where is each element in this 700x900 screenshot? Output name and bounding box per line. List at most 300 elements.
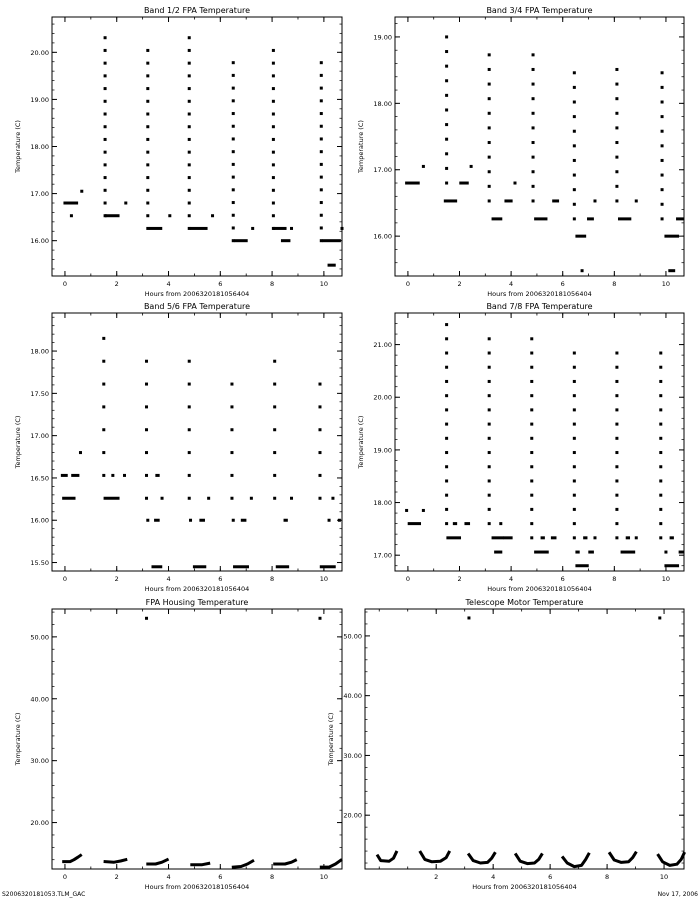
data-point (232, 74, 235, 77)
data-point (145, 617, 148, 620)
data-point (530, 479, 533, 482)
data-curve (378, 852, 397, 861)
data-point (615, 141, 618, 144)
data-point (232, 239, 235, 242)
data-point (318, 474, 321, 477)
data-point (445, 79, 448, 82)
data-point (102, 360, 105, 363)
data-point (615, 68, 618, 71)
data-point-run (328, 264, 336, 267)
y-tick-label: 16.50 (30, 474, 49, 483)
data-point-run (71, 474, 79, 477)
y-tick-label: 50.00 (343, 632, 362, 641)
data-point (530, 423, 533, 426)
data-point (102, 383, 105, 386)
y-tick-label: 16.00 (30, 516, 49, 525)
data-point (272, 87, 275, 90)
data-point (445, 167, 448, 170)
data-point (532, 97, 535, 100)
x-tick-label: 10 (659, 873, 669, 881)
data-point (188, 113, 191, 116)
data-point-run (290, 497, 293, 500)
x-tick-label: 4 (509, 280, 514, 288)
data-point (232, 150, 235, 153)
x-tick-label: 8 (270, 873, 275, 881)
data-point-run (664, 551, 667, 554)
data-point (532, 126, 535, 129)
data-point (615, 170, 618, 173)
data-point (146, 74, 149, 77)
data-point-run (422, 509, 425, 512)
x-tick-label: 10 (661, 280, 671, 288)
x-tick-label: 4 (166, 873, 171, 881)
data-point (146, 176, 149, 179)
data-point (272, 151, 275, 154)
chart-title: FPA Housing Temperature (145, 598, 249, 607)
data-point-run (534, 217, 547, 220)
data-point-run (504, 199, 512, 202)
data-curve (563, 854, 589, 867)
data-point-run (664, 564, 679, 567)
data-point (230, 497, 233, 500)
data-point (318, 405, 321, 408)
data-point (445, 337, 448, 340)
data-point (104, 113, 107, 116)
data-point (488, 451, 491, 454)
data-curve (105, 860, 126, 863)
data-point (320, 239, 323, 242)
data-point (661, 203, 664, 206)
data-point-run (587, 217, 594, 220)
data-point (273, 383, 276, 386)
data-point (530, 494, 533, 497)
data-point (445, 380, 448, 383)
data-point (104, 163, 107, 166)
data-curve (658, 854, 684, 866)
data-point-run (250, 497, 253, 500)
data-point (661, 101, 664, 104)
chart-title: Telescope Motor Temperature (465, 598, 584, 607)
chart-title: Band 5/6 FPA Temperature (143, 302, 251, 311)
data-point (615, 97, 618, 100)
data-point (146, 189, 149, 192)
y-tick-label: 17.00 (373, 551, 392, 560)
x-tick-label: 4 (166, 575, 171, 583)
x-tick-label: 10 (319, 873, 329, 881)
data-point (445, 408, 448, 411)
data-point (530, 352, 533, 355)
data-point (445, 394, 448, 397)
data-curve (516, 855, 542, 864)
data-point (573, 159, 576, 162)
data-point (488, 394, 491, 397)
y-tick-label: 19.00 (373, 33, 392, 42)
data-series (63, 36, 343, 266)
data-point (488, 465, 491, 468)
y-tick-label: 30.00 (343, 751, 362, 760)
y-tick-label: 18.00 (30, 347, 49, 356)
data-curve (233, 861, 252, 867)
data-point (661, 130, 664, 133)
data-point (272, 163, 275, 166)
data-point (272, 125, 275, 128)
data-point (573, 394, 576, 397)
x-axis-label: Hours from 2006320181056404 (144, 290, 250, 298)
data-point (573, 130, 576, 133)
data-point (532, 185, 535, 188)
data-point (320, 176, 323, 179)
data-point (320, 137, 323, 140)
data-point (445, 465, 448, 468)
data-point (661, 217, 664, 220)
data-point (272, 49, 275, 52)
data-point (532, 68, 535, 71)
data-point (188, 214, 191, 217)
x-tick-label: 8 (605, 873, 610, 881)
data-point (320, 125, 323, 128)
data-point (318, 428, 321, 431)
data-point-run (104, 497, 120, 500)
x-tick-label: 8 (612, 575, 617, 583)
data-point (445, 123, 448, 126)
data-point-run (124, 202, 127, 205)
data-point (273, 428, 276, 431)
data-point (659, 479, 662, 482)
x-tick-label: 6 (560, 575, 565, 583)
data-point (659, 451, 662, 454)
data-point (488, 126, 491, 129)
data-point (488, 508, 491, 511)
data-point (530, 408, 533, 411)
chart-panel (14, 6, 344, 298)
data-point (445, 182, 448, 185)
y-tick-label: 17.00 (373, 166, 392, 175)
data-point (273, 405, 276, 408)
y-tick-label: 20.00 (343, 811, 362, 820)
data-point (661, 144, 664, 147)
data-point (104, 151, 107, 154)
data-point-run (151, 565, 162, 568)
data-point (188, 163, 191, 166)
data-point (320, 150, 323, 153)
data-point (659, 536, 662, 539)
data-curve (321, 860, 340, 867)
y-axis-label: Temperature (C) (14, 120, 22, 173)
data-point-run (284, 519, 288, 522)
data-point (615, 451, 618, 454)
data-point (102, 474, 105, 477)
data-point (573, 203, 576, 206)
data-point (232, 125, 235, 128)
x-tick-label: 8 (612, 280, 617, 288)
data-point-run (670, 536, 674, 539)
data-point-run (199, 519, 205, 522)
data-point (659, 408, 662, 411)
data-point (188, 497, 191, 500)
data-point (104, 74, 107, 77)
data-point-run (320, 565, 336, 568)
data-point (488, 170, 491, 173)
data-point-run (588, 551, 594, 554)
data-point (272, 74, 275, 77)
y-tick-label: 19.00 (373, 446, 392, 455)
data-point (232, 226, 235, 229)
data-point (445, 50, 448, 53)
data-point-run (232, 519, 235, 522)
data-point-run (322, 239, 341, 242)
data-point (532, 83, 535, 86)
data-point (445, 479, 448, 482)
data-point (532, 170, 535, 173)
plot-frame (395, 17, 684, 276)
data-point (532, 53, 535, 56)
data-point (659, 366, 662, 369)
data-point (615, 494, 618, 497)
data-point (188, 360, 191, 363)
data-point (615, 199, 618, 202)
data-point (488, 479, 491, 482)
x-tick-label: 0 (62, 575, 68, 583)
data-point (272, 176, 275, 179)
data-point (318, 617, 321, 620)
data-point (488, 156, 491, 159)
data-point (188, 74, 191, 77)
data-point (273, 451, 276, 454)
data-point (445, 152, 448, 155)
data-point (532, 112, 535, 115)
data-point (188, 176, 191, 179)
data-point (272, 113, 275, 116)
data-point (232, 61, 235, 64)
data-point (188, 451, 191, 454)
data-point (615, 465, 618, 468)
footer-date: Nov 17, 2006 (657, 891, 698, 898)
data-point-run (499, 522, 502, 525)
data-point (615, 437, 618, 440)
data-point-run (492, 536, 504, 539)
y-tick-label: 50.00 (30, 633, 49, 642)
plot-frame (52, 17, 342, 276)
data-point (232, 99, 235, 102)
data-point (272, 202, 275, 205)
data-point (104, 214, 107, 217)
x-tick-label: 8 (270, 280, 275, 288)
y-axis-label: Temperature (C) (357, 415, 365, 469)
x-tick-label: 2 (457, 575, 462, 583)
data-point (488, 423, 491, 426)
data-point (445, 352, 448, 355)
data-point-run (552, 199, 559, 202)
data-point (102, 428, 105, 431)
data-point (488, 437, 491, 440)
y-tick-label: 17.00 (30, 190, 49, 199)
data-point (445, 522, 448, 525)
y-tick-label: 16.00 (373, 232, 392, 241)
data-point (573, 101, 576, 104)
data-point-run (146, 519, 149, 522)
data-point-run (635, 199, 638, 202)
x-tick-label: 6 (218, 575, 223, 583)
data-point (232, 201, 235, 204)
x-tick-label: 0 (62, 280, 68, 288)
x-tick-label: 10 (319, 280, 329, 288)
data-curve (421, 852, 450, 862)
data-point (230, 474, 233, 477)
data-point (146, 214, 149, 217)
data-point (318, 497, 321, 500)
data-point (615, 522, 618, 525)
x-tick-label: 2 (114, 873, 119, 881)
data-point-run (234, 239, 247, 242)
data-point (188, 474, 191, 477)
data-point (146, 227, 149, 230)
data-point (232, 176, 235, 179)
data-point (573, 451, 576, 454)
data-point (530, 394, 533, 397)
data-point (146, 151, 149, 154)
data-series (64, 617, 341, 867)
data-point (488, 199, 491, 202)
data-point-run (207, 497, 210, 500)
data-point (273, 497, 276, 500)
y-tick-label: 18.00 (30, 143, 49, 151)
x-tick-label: 6 (218, 280, 223, 288)
data-point (659, 522, 662, 525)
plot-frame (395, 313, 684, 571)
data-point (320, 74, 323, 77)
data-point (659, 465, 662, 468)
data-point (530, 522, 533, 525)
data-point (615, 536, 618, 539)
data-point (188, 405, 191, 408)
data-point (320, 163, 323, 166)
data-point (488, 380, 491, 383)
data-point-run (79, 451, 82, 454)
data-point (232, 163, 235, 166)
data-point (573, 144, 576, 147)
data-point-run (583, 536, 587, 539)
data-point (272, 100, 275, 103)
data-point (445, 494, 448, 497)
data-point (488, 83, 491, 86)
data-point (532, 156, 535, 159)
data-point (188, 125, 191, 128)
data-point (445, 65, 448, 68)
data-point (661, 71, 664, 74)
data-point (188, 49, 191, 52)
y-tick-label: 40.00 (343, 692, 362, 701)
data-point (573, 408, 576, 411)
x-tick-label: 4 (166, 280, 171, 288)
data-point (659, 423, 662, 426)
data-point (573, 71, 576, 74)
data-point (615, 479, 618, 482)
x-tick-label: 6 (548, 873, 553, 881)
data-point-run (331, 497, 334, 500)
x-tick-label: 0 (62, 873, 68, 881)
data-point (146, 138, 149, 141)
data-point-run (161, 497, 164, 500)
data-point-run (154, 519, 160, 522)
data-point (232, 112, 235, 115)
data-point (104, 189, 107, 192)
data-series (378, 616, 684, 866)
data-point-run (621, 551, 636, 554)
data-point (145, 428, 148, 431)
data-point (145, 474, 148, 477)
data-point-run (123, 474, 126, 477)
data-point (530, 465, 533, 468)
data-point (573, 508, 576, 511)
data-point (615, 112, 618, 115)
data-point (104, 138, 107, 141)
data-point (146, 113, 149, 116)
data-point (188, 138, 191, 141)
data-point (530, 451, 533, 454)
data-point (104, 87, 107, 90)
data-point (615, 408, 618, 411)
data-curve (148, 860, 167, 864)
data-point (573, 174, 576, 177)
data-point (661, 159, 664, 162)
data-point (658, 616, 661, 619)
data-point (102, 405, 105, 408)
data-point (488, 522, 491, 525)
data-point (488, 97, 491, 100)
data-point (146, 163, 149, 166)
data-point-run (492, 217, 503, 220)
data-point (488, 53, 491, 56)
data-point-run (405, 509, 408, 512)
data-point-run (593, 199, 596, 202)
data-point (530, 337, 533, 340)
y-tick-label: 17.50 (30, 389, 49, 398)
x-tick-label: 6 (560, 280, 565, 288)
data-point (661, 115, 664, 118)
data-point (232, 137, 235, 140)
data-point-run (63, 202, 78, 205)
data-curve (610, 853, 636, 863)
data-point (488, 112, 491, 115)
data-point (573, 437, 576, 440)
data-point (318, 451, 321, 454)
data-point (615, 380, 618, 383)
data-point (146, 62, 149, 65)
data-point (320, 188, 323, 191)
data-point (615, 508, 618, 511)
data-point (272, 62, 275, 65)
data-point (573, 380, 576, 383)
data-point (104, 36, 107, 39)
data-point (232, 188, 235, 191)
data-point-run (534, 551, 549, 554)
data-point (272, 189, 275, 192)
data-point (188, 151, 191, 154)
data-point-run (80, 190, 83, 193)
x-tick-label: 0 (405, 280, 410, 288)
data-point-run (575, 564, 588, 567)
data-point (445, 35, 448, 38)
data-point-run (618, 217, 631, 220)
data-point (230, 428, 233, 431)
data-point (272, 138, 275, 141)
x-axis-label: Hours from 2006320181056404 (487, 585, 592, 593)
data-point (273, 360, 276, 363)
data-point-run (341, 227, 344, 230)
data-point-run (664, 235, 679, 238)
data-point (661, 86, 664, 89)
data-point-run (551, 536, 557, 539)
